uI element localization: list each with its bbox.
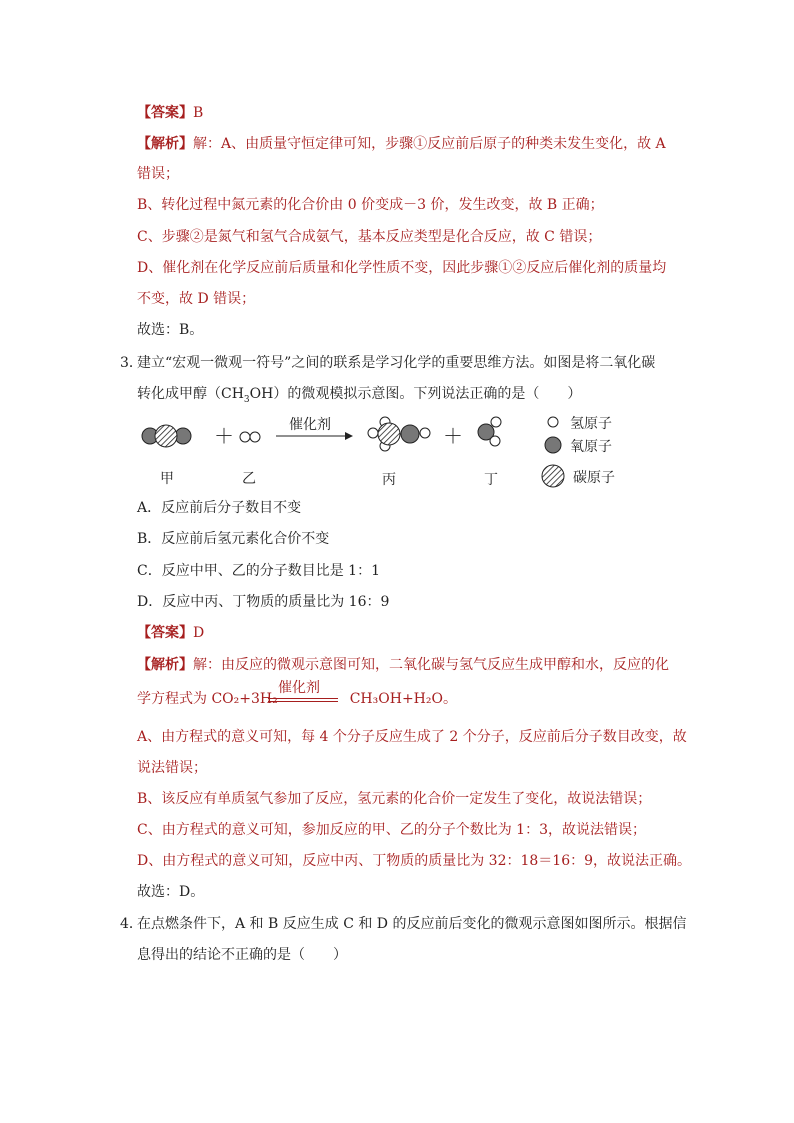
q2-analysis-line-5: D、催化剂在化学反应前后质量和化学性质不变，因此步骤①②反应后催化剂的质量均 (137, 260, 667, 276)
q3-stem-line-1: 建立“宏观一微观一符号”之间的联系是学习化学的重要思维方法。如图是将二氧化碳 (137, 355, 656, 371)
q2-analysis-line-6: 不变，故 D 错误； (137, 291, 256, 307)
q3-analysis-line-1: 【解析】解：由反应的微观示意图可知，二氧化碳与氢气反应生成甲醇和水，反应的化 (137, 657, 669, 673)
q2-analysis-line-3: B、转化过程中氮元素的化合价由 0 价变成－3 价，发生改变，故 B 正确； (137, 197, 604, 213)
answer-tag: 【答案】 (137, 625, 193, 641)
molecule-yi (240, 432, 260, 442)
q4-stem-line-2: 息得出的结论不正确的是（ ） (137, 947, 347, 963)
analysis-tag: 【解析】 (137, 136, 193, 152)
q3-equation: 学方程式为 CO₂+3H₂ CH₃OH+H₂O。 (137, 691, 457, 707)
equation-catalyst: 催化剂 (278, 680, 320, 696)
answer-value: D (193, 625, 205, 641)
q2-choice: 故选：B。 (137, 322, 204, 338)
q3-option-b: B．反应前后氢元素化合价不变 (137, 531, 330, 547)
legend-hydrogen-icon (548, 417, 558, 427)
q2-analysis-line-2: 错误； (137, 166, 179, 182)
q3-number: 3． (120, 355, 143, 371)
q3-choice: 故选：D。 (137, 884, 205, 900)
legend-carbon-icon (542, 465, 564, 487)
legend-oxygen-label: 氧原子 (570, 439, 612, 455)
answer-value: B (193, 105, 204, 121)
q3-option-d: D．反应中丙、丁物质的质量比为 16：9 (137, 594, 390, 610)
molecule-jia (142, 425, 191, 447)
molecule-ding (478, 417, 501, 446)
q3-answer (137, 623, 204, 643)
catalyst-label: 催化剂 (289, 417, 331, 433)
label-ding: 丁 (484, 472, 498, 488)
legend-oxygen-icon (545, 437, 561, 453)
q4-number: 4． (120, 916, 143, 932)
equation-left: CO₂+3H₂ (211, 691, 278, 707)
analysis-tag: 【解析】 (137, 657, 193, 673)
answer-tag: 【答案】 (137, 105, 193, 121)
q3-stem-line-2: 转化成甲醇$(CH_3OH)$的微观模拟示意图。下列说法正确的是（ ） (137, 386, 582, 405)
molecule-bing (368, 417, 430, 451)
label-yi: 乙 (242, 471, 256, 487)
q3-option-a: A．反应前后分子数目不变 (137, 500, 302, 516)
legend-carbon-label: 碳原子 (573, 470, 615, 486)
arrow-head (345, 432, 353, 440)
label-bing: 丙 (382, 472, 396, 488)
equation-bar-2 (268, 701, 338, 702)
reaction-diagram (0, 408, 794, 498)
legend (542, 416, 615, 487)
legend-hydrogen-label: 氢原子 (570, 416, 612, 432)
label-jia: 甲 (160, 471, 174, 487)
plus-1: ＋ (214, 424, 234, 448)
q3-analysis-line-6: D、由方程式的意义可知，反应中丙、丁物质的质量比为 32：18＝16：9，故说法正确。 (137, 853, 692, 869)
plus-2: ＋ (443, 424, 463, 448)
q3-analysis-line-3: 说法错误； (137, 760, 207, 776)
q3-analysis-line-2: A、由方程式的意义可知，每 4 个分子反应生成了 2 个分子，反应前后分子数目改变，故 (137, 729, 687, 745)
q2-analysis-line-1: 【解析】解：A、由质量守恒定律可知，步骤①反应前后原子的种类未发生变化，故 A (137, 136, 666, 152)
q4-stem-line-1: 在点燃条件下，A 和 B 反应生成 C 和 D 的反应前后变化的微观示意图如图所示。根据信 (137, 916, 687, 932)
q2-analysis-line-4: C、步骤②是氮气和氢气合成氨气，基本反应类型是化合反应，故 C 错误； (137, 229, 602, 245)
q3-analysis-line-4: B、该反应有单质氢气参加了反应，氢元素的化合价一定发生了变化，故说法错误； (137, 791, 652, 807)
equation-bar-1 (268, 698, 338, 699)
q3-analysis-line-5: C、由方程式的意义可知，参加反应的甲、乙的分子个数比为 1：3，故说法错误； (137, 822, 646, 838)
q2-answer (137, 103, 203, 123)
equation-right: CH₃OH+H₂O。 (349, 691, 457, 707)
q3-option-c: C．反应中甲、乙的分子数目比是 1：1 (137, 563, 380, 579)
